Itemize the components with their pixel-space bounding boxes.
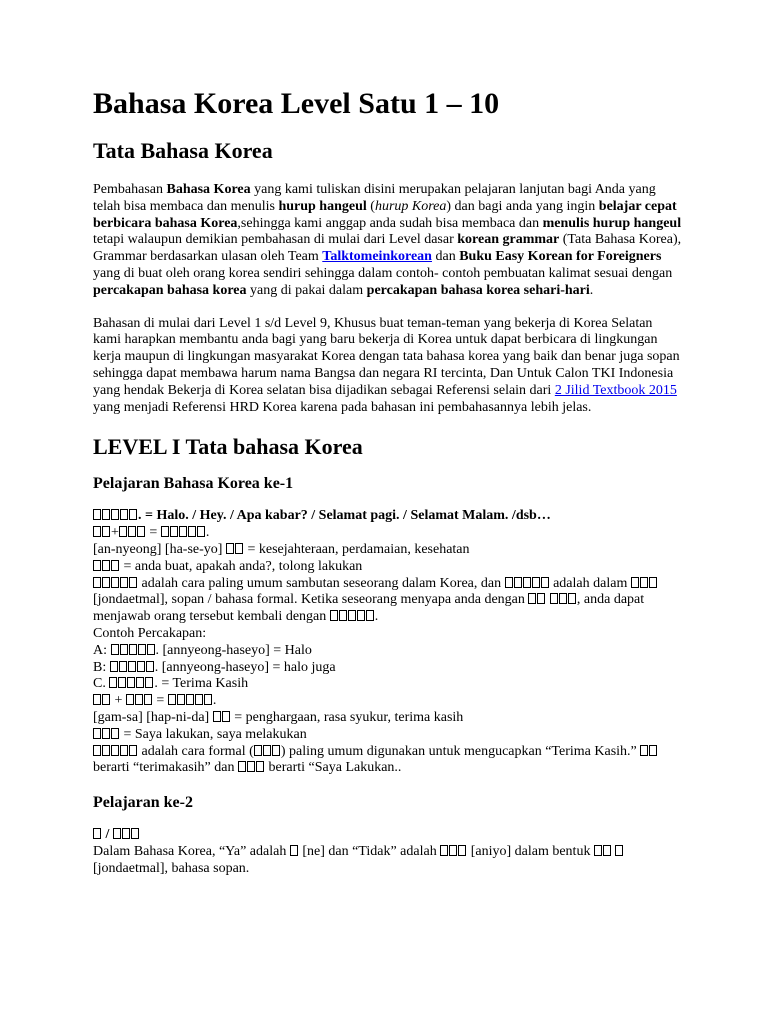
intro-text: yang kami tuliskan disini merupakan pelajaran lanjutan bagi Anda yang telah bisa membaca dan menulis <box>93 182 656 214</box>
hangul-glyphs <box>254 744 281 759</box>
line-text: / <box>102 827 113 843</box>
dialogue-line-a <box>93 643 683 660</box>
line-text: Dalam Bahasa Korea, “Ya” adalah <box>93 843 290 859</box>
hangul-glyphs <box>93 508 138 523</box>
line-text: [ne] dan “Tidak” adalah <box>298 843 441 859</box>
contoh-label: Contoh Percakapan: <box>93 625 207 641</box>
intro-text: ) dan bagi anda yang ingin <box>446 198 599 214</box>
lesson1-heading: Pelajaran Bahasa Korea ke-1 <box>93 475 294 493</box>
hangul-glyphs <box>640 744 658 759</box>
line-text: + <box>111 525 119 541</box>
intro-text: ( <box>366 198 375 214</box>
lesson1-line <box>93 559 683 576</box>
lesson1-content <box>93 508 683 777</box>
hangul-glyphs <box>126 693 153 708</box>
hangul-glyphs <box>505 576 550 591</box>
line-text: [an-nyeong] [ha-se-yo] <box>93 541 226 557</box>
hangul-glyphs <box>213 710 231 725</box>
line-text: [jondaetmal], sopan / bahasa formal. Ketika seseorang menyapa anda dengan <box>93 592 529 608</box>
hangul-glyphs <box>440 844 467 859</box>
hangul-glyphs <box>594 844 625 859</box>
lesson2-heading: Pelajaran ke-2 <box>93 794 193 812</box>
intro-text: yang di pakai dalam <box>246 282 367 298</box>
line-text: [aniyo] dalam bentuk <box>467 843 594 859</box>
line-text: + <box>111 693 126 709</box>
line-text: ) paling umum digunakan untuk mengucapkan “Terima Kasih.” <box>280 743 641 759</box>
hangul-glyphs <box>226 542 244 557</box>
hangul-glyphs <box>93 559 120 574</box>
hangul-glyphs <box>113 827 140 842</box>
line-text: . [annyeong-haseyo] = Halo <box>155 642 312 658</box>
line-text: adalah dalam <box>549 575 631 591</box>
lesson1-line <box>93 727 683 744</box>
article-body <box>93 86 683 878</box>
lesson1-line <box>93 693 683 710</box>
hangul-glyphs <box>93 576 138 591</box>
intro-text: (Tata Bahasa Korea), Grammar berdasarkan ulasan oleh Team <box>93 232 682 265</box>
line-text: . [annyeong-haseyo] = halo juga <box>154 659 336 675</box>
hangul-glyphs <box>528 592 577 607</box>
line-text: [gam-sa] [hap-ni-da] <box>93 709 213 725</box>
intro-italic: hurup Korea <box>374 198 447 214</box>
line-text: . <box>205 525 210 541</box>
lesson2-content <box>93 827 683 877</box>
page-subtitle: Tata Bahasa Korea <box>93 138 273 163</box>
lesson1-explanation <box>93 576 683 626</box>
line-text: = <box>145 525 161 541</box>
line-text: = penghargaan, rasa syukur, terima kasih <box>230 709 464 725</box>
lesson2-explanation <box>93 844 683 878</box>
hangul-glyphs <box>109 676 154 691</box>
hangul-glyphs <box>93 827 102 842</box>
hangul-glyphs <box>93 525 111 540</box>
hangul-glyphs <box>119 525 146 540</box>
line-text: = Saya lakukan, saya melakukan <box>120 726 307 742</box>
lesson1-line <box>93 525 683 542</box>
lesson1-line <box>93 542 683 559</box>
lesson2-line <box>93 827 683 844</box>
line-text: . = Halo. / Hey. / Apa kabar? / Selamat pagi. / Selamat Malam. /dsb… <box>138 508 551 524</box>
intro-bold: hurup hangeul <box>278 198 367 214</box>
line-text: berarti “Saya Lakukan.. <box>264 760 402 776</box>
line-text: , anda dapat menjawab orang tersebut kembali dengan <box>93 592 645 625</box>
intro-bold: Buku Easy Korean for Foreigners <box>459 249 662 265</box>
intro-text: ,sehingga kami anggap anda sudah bisa membaca dan <box>237 215 543 231</box>
hangul-glyphs <box>93 744 138 759</box>
hangul-glyphs <box>93 727 120 742</box>
line-text: = kesejahteraan, perdamaian, kesehatan <box>243 541 470 557</box>
intro-text: dan <box>431 249 460 265</box>
hangul-glyphs <box>330 609 375 624</box>
intro-text: yang di buat oleh orang korea sendiri sehingga dalam contoh- contoh pembuatan kalimat sesuai dengan <box>93 265 673 281</box>
hangul-glyphs <box>111 643 156 658</box>
intro-bold: Bahasa Korea <box>166 182 251 197</box>
line-text: adalah cara formal ( <box>138 743 254 759</box>
line-text: = <box>152 693 168 709</box>
para-text: Bahasan di mulai dari Level 1 s/d Level 9, Khusus buat teman-teman yang bekerja di Korea Selatan kami harapkan membantu anda bagi yang baru bekerja di Korea untuk dapat berbicara di lingkungan kerja maupun di lingkungan masyarakat Korea dengan tata bahasa korea yang baik dan benar juga sopan sehingga dapat membawa harum nama Bangsa dan negara RI tercinta, Dan Untuk Calon TKI Indonesia yang hendak Bekerja di Korea selatan bisa dijadikan sebagai Referensi selain dari <box>93 315 680 398</box>
intro-bold: percakapan bahasa korea <box>93 282 247 298</box>
second-paragraph <box>93 316 683 417</box>
intro-text: Pembahasan <box>93 182 167 197</box>
intro-paragraph <box>93 182 683 300</box>
dialogue-line-c <box>93 676 683 693</box>
line-text: B: <box>93 659 110 675</box>
line-text: . <box>374 609 379 625</box>
textbook-link[interactable]: 2 Jilid Textbook 2015 <box>554 382 677 398</box>
talktomeinkorean-link[interactable]: Talktomeinkorean <box>322 249 432 265</box>
line-text: adalah cara paling umum sambutan seseorang dalam Korea, dan <box>138 575 505 591</box>
line-text: . = Terima Kasih <box>154 676 249 692</box>
hangul-glyphs <box>110 660 155 675</box>
lesson1-formal-explanation <box>93 744 683 778</box>
lesson1-line <box>93 710 683 727</box>
dialogue-line-b <box>93 660 683 677</box>
lesson1-line <box>93 508 683 525</box>
intro-bold: belajar cepat berbicara bahasa Korea <box>93 198 677 231</box>
line-text: C. <box>93 676 110 692</box>
line-text: = anda buat, apakah anda?, tolong lakukan <box>120 558 363 574</box>
intro-bold: percakapan bahasa korea sehari-hari <box>366 282 590 298</box>
intro-text: . <box>589 282 594 298</box>
intro-text: tetapi walaupun demikian pembahasan di mulai dari Level dasar <box>93 232 458 248</box>
hangul-glyphs <box>631 576 658 591</box>
hangul-glyphs <box>161 525 206 540</box>
hangul-glyphs <box>290 844 299 859</box>
intro-bold: menulis hurup hangeul <box>542 215 682 231</box>
hangul-glyphs <box>93 693 111 708</box>
para-text: yang menjadi Referensi HRD Korea karena pada bahasan ini pembahasannya lebih jelas. <box>93 399 592 415</box>
line-text: berarti “terimakasih” dan <box>93 760 238 776</box>
line-text: . <box>212 693 217 709</box>
hangul-glyphs <box>168 693 213 708</box>
level-heading: LEVEL I Tata bahasa Korea <box>93 434 363 460</box>
line-text: [jondaetmal], bahasa sopan. <box>93 860 250 876</box>
line-text: A: <box>93 642 111 658</box>
intro-bold: korean grammar <box>457 232 560 248</box>
page-title: Bahasa Korea Level Satu 1 – 10 <box>93 87 500 120</box>
hangul-glyphs <box>238 760 265 775</box>
